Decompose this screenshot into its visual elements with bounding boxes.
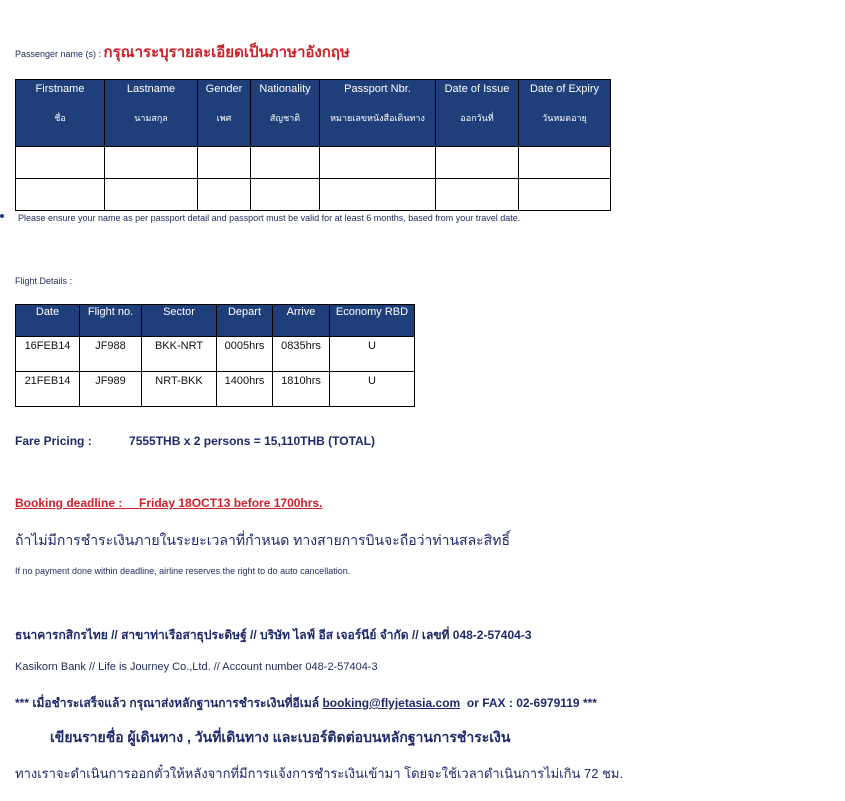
flight-header-date: Date — [16, 305, 80, 337]
write-note: เขียนรายชื่อ ผู้เดินทาง , วันที่เดินทาง และเบอร์ติดต่อบนหลักฐานการชำระเงิน — [50, 729, 511, 745]
payment-instruction — [15, 694, 597, 713]
passenger-cell[interactable] — [16, 147, 105, 179]
flight-header-rbd: Economy RBD — [330, 305, 415, 337]
passenger-table — [15, 79, 611, 211]
bullet-icon — [0, 214, 4, 218]
passenger-cell[interactable] — [519, 147, 611, 179]
passenger-cell[interactable] — [251, 147, 320, 179]
cancel-note-en: If no payment done within deadline, airline reserves the right to do auto cancellation. — [15, 566, 351, 576]
passenger-header-issue: Date of Issue ออกวันที่ — [436, 80, 519, 147]
flight-header-arrive: Arrive — [273, 305, 330, 337]
passenger-cell[interactable] — [198, 147, 251, 179]
bank-info-en: Kasikorn Bank // Life is Journey Co.,Ltd. // Account number 048-2-57404-3 — [15, 661, 378, 673]
passenger-heading — [15, 40, 350, 64]
passenger-label: Passenger name (s) : — [15, 49, 104, 59]
passenger-cell[interactable] — [320, 179, 436, 211]
passenger-cell[interactable] — [519, 179, 611, 211]
passenger-cell[interactable] — [198, 179, 251, 211]
passenger-cell[interactable] — [436, 179, 519, 211]
passenger-header-lastname: Lastname นามสกุล — [105, 80, 198, 147]
passenger-instruction: กรุณาระบุรายละเอียดเป็นภาษาอังกฤษ — [103, 44, 350, 61]
passenger-header-firstname: Firstname ชื่อ — [16, 80, 105, 147]
passenger-cell[interactable] — [16, 179, 105, 211]
booking-deadline: Booking deadline : Friday 18OCT13 before 1700hrs. — [15, 496, 323, 510]
flight-cell-rbd: U — [330, 372, 415, 407]
passenger-header-gender: Gender เพศ — [198, 80, 251, 147]
flight-cell-depart: 1400hrs — [217, 372, 273, 407]
bank-info-th: ธนาคารกสิกรไทย // สาขาท่าเรือสาธุประดิษฐ์ // บริษัท ไลฟ์ อีส เจอร์นีย์ จำกัด // เลขที่ 048-2-57404-3 — [15, 628, 532, 642]
payment-suffix: or FAX : 02-6979119 *** — [460, 696, 597, 710]
flight-cell-rbd: U — [330, 337, 415, 372]
fare-label: Fare Pricing : — [15, 434, 92, 448]
fare-pricing — [15, 434, 375, 448]
passenger-header-passport: Passport Nbr. หมายเลขหนังสือเดินทาง — [320, 80, 436, 147]
flight-cell-number: JF988 — [80, 337, 142, 372]
flight-row — [16, 372, 415, 407]
passport-note: Please ensure your name as per passport detail and passport must be valid for at least 6 months, based from your travel date. — [18, 213, 521, 223]
passenger-header-expiry: Date of Expiry วันหมดอายุ — [519, 80, 611, 147]
flight-header-sector: Sector — [142, 305, 217, 337]
passenger-header-nationality: Nationality สัญชาติ — [251, 80, 320, 147]
email-link[interactable]: booking@flyjetasia.com — [322, 696, 461, 710]
flight-header-flight-no: Flight no. — [80, 305, 142, 337]
flight-cell-date: 21FEB14 — [16, 372, 80, 407]
flight-cell-sector: NRT-BKK — [142, 372, 217, 407]
flight-header-depart: Depart — [217, 305, 273, 337]
passenger-cell[interactable] — [436, 147, 519, 179]
flight-row — [16, 337, 415, 372]
passenger-cell[interactable] — [105, 179, 198, 211]
passenger-cell[interactable] — [320, 147, 436, 179]
passenger-cell[interactable] — [251, 179, 320, 211]
flight-label: Flight Details : — [15, 276, 73, 286]
flight-cell-number: JF989 — [80, 372, 142, 407]
flight-cell-sector: BKK-NRT — [142, 337, 217, 372]
flight-cell-arrive: 0835hrs — [273, 337, 330, 372]
passenger-row — [16, 179, 611, 211]
cancel-note-th: ถ้าไม่มีการชำระเงินภายในระยะเวลาที่กำหนด ทางสายการบินจะถือว่าท่านสละสิทธิ์ — [15, 532, 510, 548]
flight-cell-date: 16FEB14 — [16, 337, 80, 372]
passenger-cell[interactable] — [105, 147, 198, 179]
flight-cell-arrive: 1810hrs — [273, 372, 330, 407]
ticket-note: ทางเราจะดำเนินการออกตั๋วให้หลังจากที่มีการแจ้งการชำระเงินเข้ามา โดยจะใช้เวลาดำเนินการไม่เกิน 72 ชม. — [15, 766, 624, 781]
fare-value: 7555THB x 2 persons = 15,110THB (TOTAL) — [129, 434, 376, 448]
payment-prefix: *** เมื่อชำระเสร็จแล้ว กรุณาส่งหลักฐานการชำระเงินที่อีเมล์ — [15, 696, 323, 710]
passenger-row — [16, 147, 611, 179]
flight-cell-depart: 0005hrs — [217, 337, 273, 372]
flight-table — [15, 304, 415, 407]
